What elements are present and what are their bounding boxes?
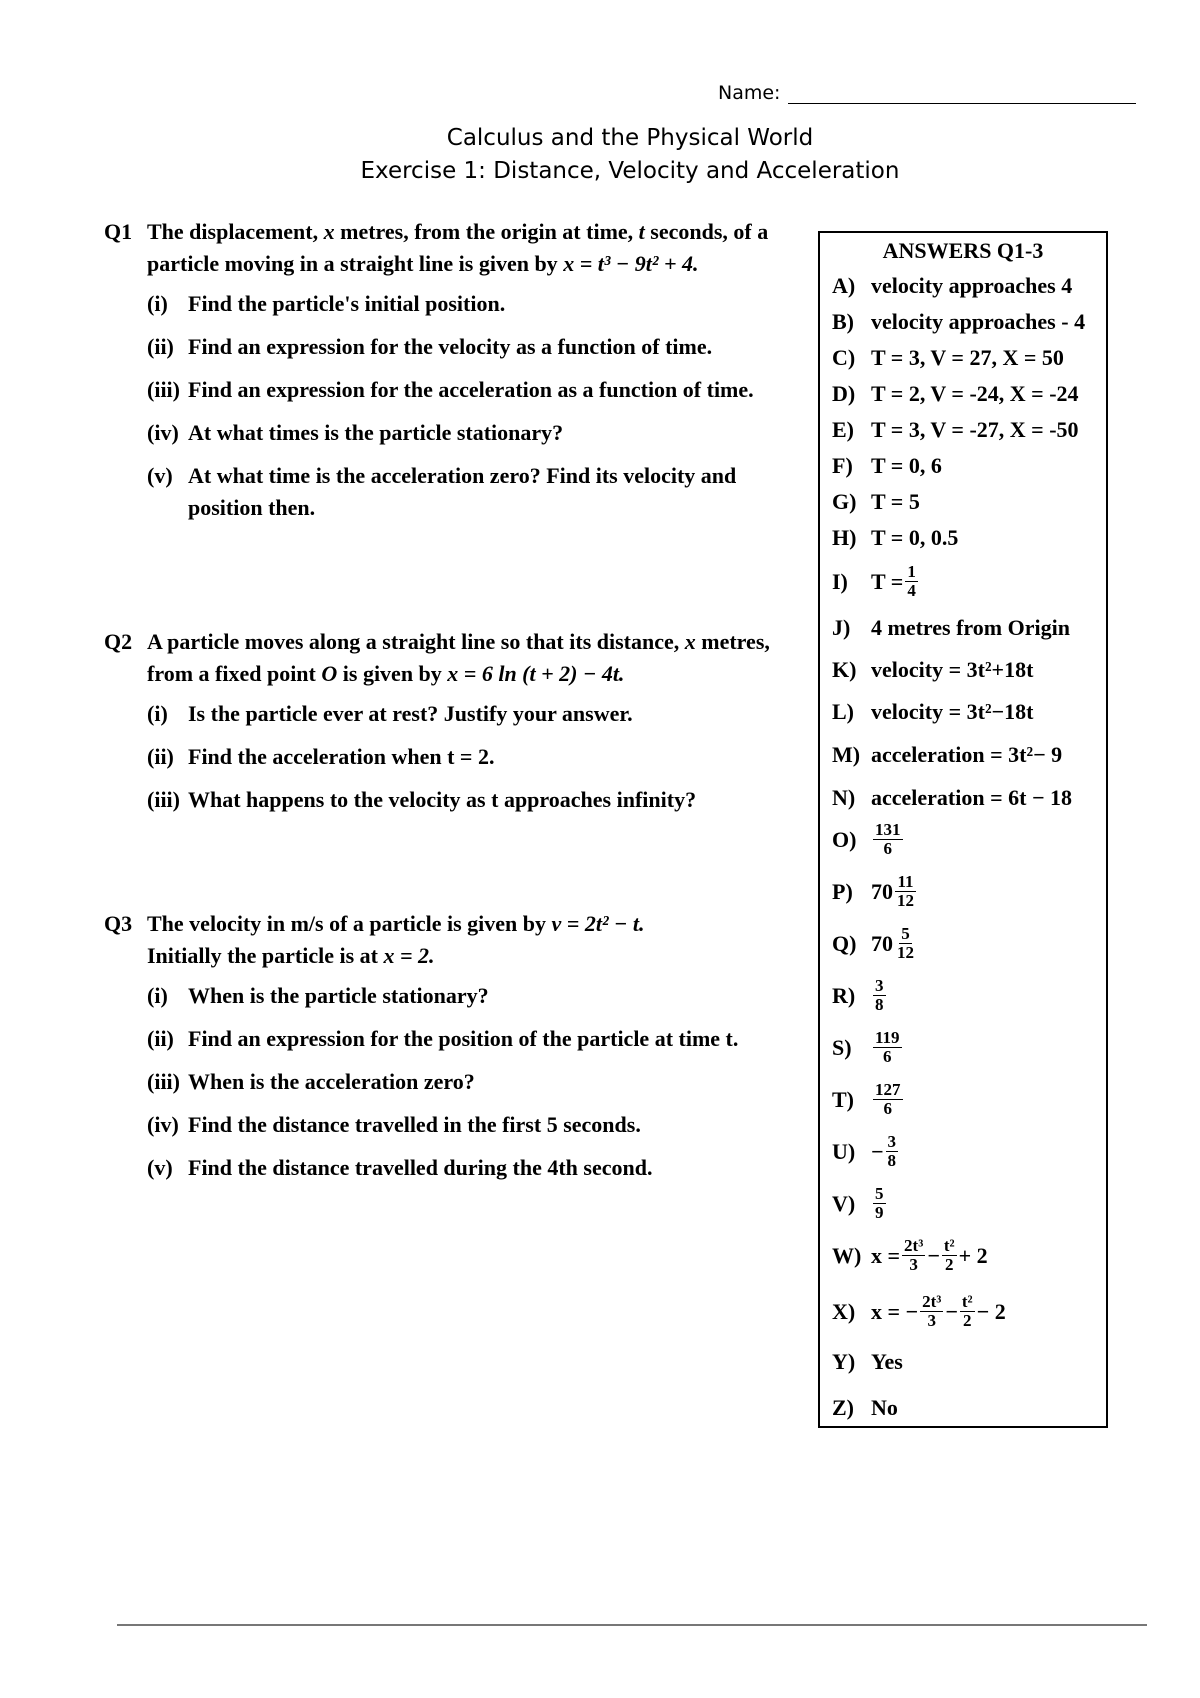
question-3 (104, 908, 814, 1195)
answer-item: R) $\frac{3}{8}$ (832, 976, 884, 1014)
name-blank-line[interactable] (788, 85, 1136, 104)
question-part: (iii) What happens to the velocity as t approaches infinity? (147, 787, 697, 812)
question-part: (v) Find the distance travelled during the 4th second. (147, 1155, 653, 1180)
fraction: $\frac{131}{6}$ (875, 820, 901, 858)
answer-item: Q) 70 $\frac{5}{12}$ (832, 924, 914, 962)
answer-item: Y) Yes (832, 1349, 903, 1374)
answers-box (818, 231, 1108, 1428)
question-2 (104, 626, 814, 827)
equation: x = t³ − 9t² + 4. (563, 251, 699, 276)
question-1 (104, 216, 814, 535)
answer-item: T) $\frac{127}{6}$ (832, 1080, 901, 1118)
fraction: $\frac{5}{12}$ (897, 924, 914, 962)
question-part: (iv) Find the distance travelled in the first 5 seconds. (147, 1112, 641, 1137)
question-parts (147, 698, 814, 816)
fraction: $\frac{119}{6}$ (875, 1028, 900, 1066)
question-part: (ii) Find an expression for the velocity as a function of time. (147, 334, 713, 359)
fraction: $\frac{3}{8}$ (875, 976, 884, 1014)
question-text: The displacement, x metres, from the origin at time, t seconds, of a particle moving in a straight line is given by x = t³ − 9t² + 4. (147, 219, 769, 276)
answer-item: I) T = $\frac{1}{4}$ (832, 562, 916, 600)
answer-item: F) T = 0, 6 (832, 453, 942, 478)
fraction: $\frac{3}{8}$ (887, 1132, 897, 1170)
name-label: Name: (718, 82, 781, 104)
answer-item: B) velocity approaches - 4 (832, 309, 1086, 334)
footer-divider (117, 1624, 1147, 1626)
equation: x = 6 ln (t + 2) − 4t. (447, 661, 625, 686)
name-field (718, 82, 1136, 104)
question-text: A particle moves along a straight line so that its distance, x metres, from a fixed point O is given by x = 6 ln (t + 2) − 4t. (147, 629, 770, 686)
fraction: $\frac{\text{t²}}{2}$ (943, 1236, 955, 1274)
answer-item: W) x = $\frac{\text{2t³}}{3}$ − $\frac{\text{t²}}{2}$ + 2 (832, 1236, 988, 1274)
answer-item: K) velocity = 3t²+18t (832, 657, 1034, 682)
answer-item: O) $\frac{131}{6}$ (832, 820, 901, 858)
answer-item: U) − $\frac{3}{8}$ (832, 1132, 897, 1170)
answer-item: M) acceleration = 3t²− 9 (832, 742, 1063, 767)
answer-item: Z) No (832, 1395, 898, 1420)
fraction: $\frac{127}{6}$ (875, 1080, 901, 1118)
question-part: (iii) Find an expression for the acceleration as a function of time. (147, 377, 754, 402)
question-part: (v) At what time is the acceleration zero? Find its velocity and position then. (147, 463, 737, 520)
answer-item: N) acceleration = 6t − 18 (832, 785, 1073, 810)
question-part: (iii) When is the acceleration zero? (147, 1069, 475, 1094)
question-part: (i) Find the particle's initial position. (147, 291, 506, 316)
question-part: (ii) Find an expression for the position of the particle at time t. (147, 1026, 739, 1051)
question-part: (iv) At what times is the particle stationary? (147, 420, 564, 445)
question-part: (ii) Find the acceleration when t = 2. (147, 744, 495, 769)
question-text: The velocity in m/s of a particle is given by v = 2t² − t. Initially the particle is at x = 2. (147, 911, 645, 968)
answer-item: H) T = 0, 0.5 (832, 525, 959, 550)
equation: v = 2t² − t. (551, 911, 645, 936)
page-subtitle: Exercise 1: Distance, Velocity and Acceleration (360, 158, 900, 184)
question-label: Q2 (104, 629, 133, 654)
fraction: $\frac{5}{9}$ (875, 1184, 884, 1222)
question-label: Q1 (104, 219, 133, 244)
question-part: (i) Is the particle ever at rest? Justify your answer. (147, 701, 633, 726)
answer-item: D) T = 2, V = -24, X = -24 (832, 381, 1079, 406)
fraction: $\frac{\text{t²}}{2}$ (961, 1292, 973, 1330)
answers-title: ANSWERS Q1-3 (882, 238, 1044, 263)
page-title: Calculus and the Physical World (446, 125, 814, 151)
title-block (0, 122, 1200, 188)
answer-item: X) x = − $\frac{\text{2t³}}{3}$ − $\frac{\text{t²}}{2}$ − 2 (832, 1292, 1006, 1330)
answer-item: V) $\frac{5}{9}$ (832, 1184, 884, 1222)
answer-item: J) 4 metres from Origin (832, 615, 1070, 640)
answer-item: C) T = 3, V = 27, X = 50 (832, 345, 1064, 370)
answer-item: S) $\frac{119}{6}$ (832, 1028, 900, 1066)
equation: x = 2. (383, 943, 435, 968)
answer-item: A) velocity approaches 4 (832, 273, 1073, 298)
fraction: $\frac{\text{2t³}}{3}$ (904, 1236, 924, 1274)
question-part: (i) When is the particle stationary? (147, 983, 489, 1008)
fraction: $\frac{1}{4}$ (907, 562, 916, 600)
answer-item: G) T = 5 (832, 489, 920, 514)
fraction: $\frac{\text{2t³}}{3}$ (922, 1292, 942, 1330)
answer-item: P) 70 $\frac{11}{12}$ (832, 872, 914, 910)
answer-item: E) T = 3, V = -27, X = -50 (832, 417, 1079, 442)
answer-item: L) velocity = 3t²−18t (832, 699, 1034, 724)
question-parts (147, 980, 814, 1184)
question-label: Q3 (104, 911, 133, 936)
fraction: $\frac{11}{12}$ (897, 872, 914, 910)
question-parts (147, 288, 814, 524)
